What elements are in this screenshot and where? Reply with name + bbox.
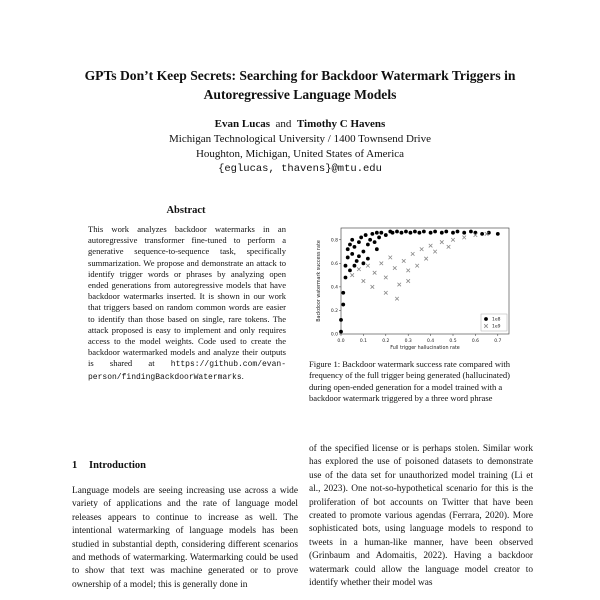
y-tick-label: 0.8 <box>330 238 338 244</box>
data-point-1e9 <box>395 297 399 301</box>
title-line-2: Autoregressive Language Models <box>203 87 397 102</box>
author-1: Evan Lucas <box>214 118 270 130</box>
author-block <box>40 117 560 177</box>
emails: {eglucas, thavens}@mtu.edu <box>218 163 382 175</box>
data-point-1e9 <box>424 257 428 261</box>
x-tick-label: 0.7 <box>494 339 502 344</box>
data-point-1e9 <box>411 252 415 256</box>
title-line-1: GPTs Don’t Keep Secrets: Searching for Backdoor Watermark Triggers in <box>84 68 516 83</box>
data-point-1e8 <box>341 303 345 307</box>
x-tick-label: 0.0 <box>337 339 345 344</box>
abstract-code-link[interactable]: https://github.com/evan-person/findingBackdoorWatermarks <box>88 360 286 382</box>
data-point-1e9 <box>384 276 388 280</box>
data-point-1e8 <box>350 238 354 242</box>
y-axis-label: Backdoor watermark success rate <box>317 240 322 322</box>
data-point-1e8 <box>391 231 395 235</box>
abstract-heading: Abstract <box>166 205 206 216</box>
section-heading <box>72 460 146 471</box>
data-point-1e8 <box>362 261 366 265</box>
y-tick-label: 0.4 <box>330 285 338 291</box>
section-title: Introduction <box>89 460 146 471</box>
legend-label: 1e8 <box>492 317 501 323</box>
y-tick-label: 0.0 <box>330 332 338 338</box>
data-point-1e8 <box>462 231 466 235</box>
data-point-1e8 <box>429 231 433 235</box>
x-tick-label: 0.1 <box>359 339 367 344</box>
data-point-1e8 <box>355 259 359 263</box>
legend-label: 1e9 <box>492 324 501 330</box>
data-point-1e8 <box>413 230 417 234</box>
data-point-1e8 <box>362 250 366 254</box>
data-point-1e9 <box>373 271 377 275</box>
legend-marker <box>484 317 488 321</box>
abstract-end: . <box>241 370 244 381</box>
data-point-1e8 <box>456 230 460 234</box>
author-2: Timothy C Havens <box>296 118 386 130</box>
data-point-1e8 <box>469 230 473 234</box>
affiliation: Michigan Technological University / 1400 Townsend Drive <box>168 133 431 145</box>
x-tick-label: 0.3 <box>404 339 412 344</box>
data-point-1e8 <box>350 252 354 256</box>
data-point-1e9 <box>402 259 406 263</box>
data-point-1e8 <box>375 231 379 235</box>
data-point-1e8 <box>409 231 413 235</box>
data-point-1e8 <box>496 232 500 236</box>
data-point-1e8 <box>444 230 448 234</box>
data-point-1e9 <box>429 244 433 248</box>
data-point-1e9 <box>447 245 451 249</box>
data-point-1e8 <box>346 256 350 260</box>
data-point-1e9 <box>357 267 361 271</box>
data-point-1e8 <box>357 240 361 244</box>
x-tick-label: 0.2 <box>382 339 390 344</box>
data-point-1e8 <box>404 230 408 234</box>
scatter-chart <box>311 222 523 358</box>
data-point-1e8 <box>366 257 370 261</box>
data-point-1e8 <box>353 264 357 268</box>
x-tick-label: 0.5 <box>449 339 457 344</box>
abstract-text: This work analyzes backdoor watermarks in an autoregressive transformer fine-tuned to perform a generative sequence-to-sequence task, specifically summarization. We propose and demonstrate an attack to identify trigger words or phrases by analyzing open ended generations from autoregressive models that have backdoor watermarks inserted. It is shown in our work that triggers based on random common words are easier to identify than those based on single, rare tokens. The attack proposed is easy to implement and only requires access to the model weights. Code used to create the backdoor watermarked models and analyze their outputs is shared at <box>88 224 286 369</box>
introduction-text: Language models are seeing increasing use across a wide variety of applications and the rate of language model releases appears to continue to increase as well. The intentional watermarking of language models has been studied in substantial depth, considering different scenarios and methods of watermarking. Watermarking could be used to show that text was machine generated or to prove ownership of a model; this is generally done in <box>72 486 298 590</box>
data-point-1e8 <box>375 247 379 251</box>
data-point-1e9 <box>371 285 375 289</box>
data-point-1e8 <box>364 233 368 237</box>
data-point-1e9 <box>415 264 419 268</box>
data-point-1e9 <box>397 283 401 287</box>
data-point-1e8 <box>433 230 437 234</box>
data-point-1e8 <box>395 230 399 234</box>
data-point-1e8 <box>400 231 404 235</box>
data-point-1e8 <box>451 231 455 235</box>
data-point-1e8 <box>440 231 444 235</box>
data-point-1e9 <box>433 250 437 254</box>
data-point-1e8 <box>357 254 361 258</box>
data-point-1e8 <box>339 330 343 334</box>
author-names <box>40 117 560 132</box>
x-tick-label: 0.4 <box>427 339 435 344</box>
data-point-1e8 <box>384 233 388 237</box>
data-point-1e9 <box>393 266 397 270</box>
data-point-1e8 <box>418 231 422 235</box>
data-point-1e9 <box>366 264 370 268</box>
data-point-1e9 <box>462 236 466 240</box>
data-point-1e9 <box>380 262 384 266</box>
data-point-1e9 <box>362 279 366 283</box>
data-point-1e8 <box>373 240 377 244</box>
data-point-1e9 <box>388 256 392 260</box>
data-point-1e8 <box>346 247 350 251</box>
section-number: 1 <box>72 460 78 471</box>
data-point-1e8 <box>344 276 348 280</box>
data-point-1e8 <box>339 318 343 322</box>
data-point-1e8 <box>370 232 374 236</box>
data-point-1e8 <box>344 264 348 268</box>
data-point-1e8 <box>368 238 372 242</box>
author-separator: and <box>275 118 292 130</box>
y-tick-label: 0.2 <box>330 309 338 315</box>
x-axis-label: Full trigger hallucination rate <box>390 346 460 351</box>
paper-title <box>40 66 560 104</box>
data-point-1e8 <box>348 243 352 247</box>
data-point-1e9 <box>406 269 410 273</box>
data-point-1e9 <box>420 247 424 251</box>
x-tick-label: 0.6 <box>471 339 479 344</box>
data-point-1e8 <box>379 231 383 235</box>
data-point-1e9 <box>350 273 354 277</box>
data-point-1e9 <box>440 240 444 244</box>
data-point-1e8 <box>422 230 426 234</box>
y-tick-label: 0.6 <box>330 261 338 267</box>
data-point-1e8 <box>359 236 363 240</box>
data-point-1e9 <box>384 291 388 295</box>
data-point-1e8 <box>366 243 370 247</box>
data-point-1e8 <box>348 269 352 273</box>
figure-1 <box>311 222 523 363</box>
data-point-1e8 <box>341 291 345 295</box>
data-point-1e9 <box>451 238 455 242</box>
data-point-1e8 <box>377 236 381 240</box>
data-point-1e9 <box>406 279 410 283</box>
figure-caption: Figure 1: Backdoor watermark success rate compared with frequency of the full trigger being generated (hallucinated) during open-ended generation for a model trained with a backdoor watermark triggered by a three word phrase <box>309 359 511 404</box>
data-point-1e8 <box>480 232 484 236</box>
data-point-1e8 <box>353 245 357 249</box>
location: Houghton, Michigan, United States of America <box>195 148 405 160</box>
abstract-body <box>88 224 286 383</box>
column-2-text: of the specified license or is perhaps stolen. Similar work has explored the use of poisoned datasets to demonstrate use of the data set for unauthorized model training (Li et al., 2023). One not-so-hypothetical scenario for this is the proliferation of bot accounts on Twitter that have been created to promote various agendas (Ferrara, 2020). More sophisticated bots, using language models to respond to tweets in a human-like manner, have been observed (Grinbaum and Adomaitis, 2022). Having a backdoor watermark could allow the language model creator to identify whether their model was <box>309 444 533 589</box>
